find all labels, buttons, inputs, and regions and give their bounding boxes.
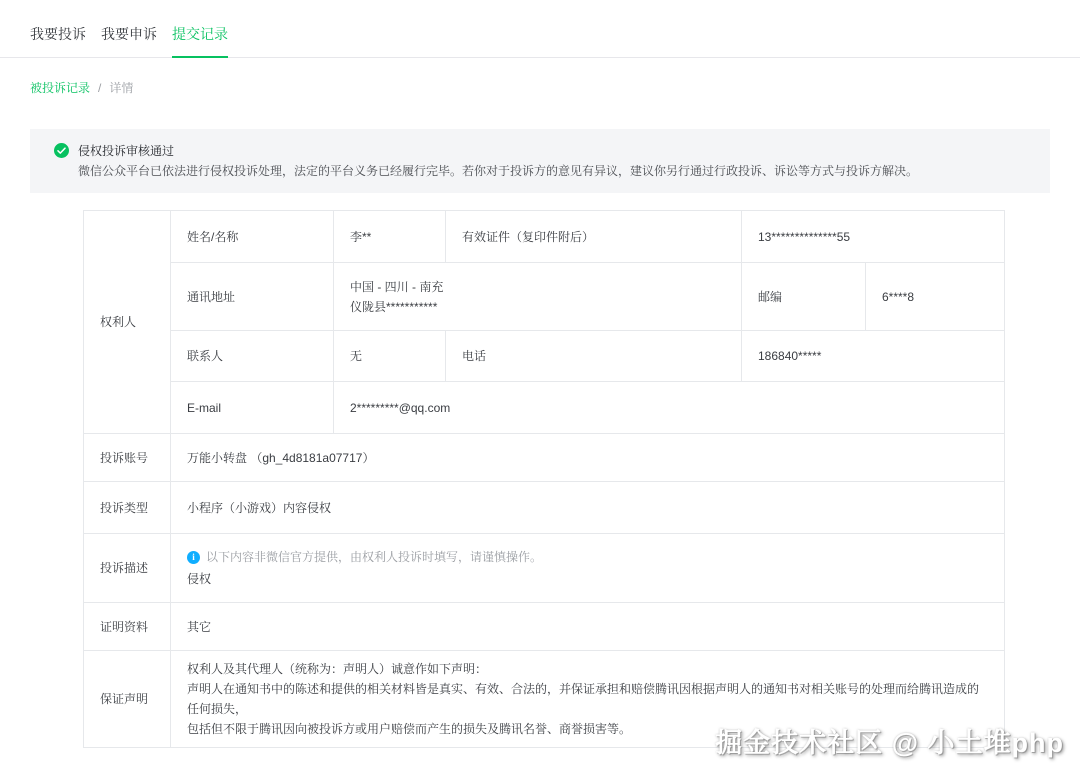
table-row-complaint-description [84,534,1005,603]
table-row-complaint-type [84,482,1005,534]
cell-guarantee-value [171,651,1005,748]
cell-rights-holder-group: 权利人 [84,211,171,434]
complaint-detail-table [83,210,1005,748]
cell-complaint-type-label: 投诉类型 [84,482,171,534]
notice-title: 侵权投诉审核通过 [78,144,175,158]
notice-description: 微信公众平台已依法进行侵权投诉处理，法定的平台义务已经履行完毕。若你对于投诉方的意见有异议，建议你另行通过行政投诉、诉讼等方式与投诉方解决。 [78,164,919,178]
site-watermark: 掘金技术社区 @ 小土堆php [715,728,1064,758]
cell-phone-value: 186840***** [742,331,1005,382]
guarantee-line-3: 包括但不限于腾讯因向被投诉方或用户赔偿而产生的损失及腾讯名誉、商誉损害等。 [187,722,632,736]
tab-i-want-to-complain[interactable]: 我要投诉 [30,26,86,42]
cell-complaint-type-value: 小程序（小游戏）内容侵权 [171,482,1005,534]
tab-bar [0,20,1080,58]
cell-email-label: E-mail [171,382,334,434]
cell-proof-material-label: 证明资料 [84,603,171,651]
cell-postcode-label: 邮编 [742,263,866,331]
cell-guarantee-label: 保证声明 [84,651,171,748]
table-row-complaint-account [84,434,1005,482]
description-disclaimer-line [187,547,988,567]
cell-contact-label: 联系人 [171,331,334,382]
breadcrumb-current-detail: 详情 [109,81,134,95]
review-result-notice [30,129,1050,193]
cell-complaint-account-value: 万能小转盘 （gh_4d8181a07717） [171,434,1005,482]
cell-postcode-value: 6****8 [866,263,1005,331]
cell-cert-label: 有效证件（复印件附后） [446,211,742,263]
cell-name-value: 李** [334,211,446,263]
tab-submission-records[interactable]: 提交记录 [172,20,228,58]
cell-complaint-description-value [171,534,1005,603]
cell-phone-label: 电话 [446,331,742,382]
cell-complaint-description-label: 投诉描述 [84,534,171,603]
notice-text-block [78,142,918,180]
cell-contact-value: 无 [334,331,446,382]
cell-cert-value: 13**************55 [742,211,1005,263]
cell-proof-material-value: 其它 [171,603,1005,651]
cell-name-label: 姓名/名称 [171,211,334,263]
address-line-2: 仪陇县*********** [350,299,438,314]
guarantee-line-1: 权利人及其代理人（统称为：声明人）诚意作如下声明： [187,662,488,676]
tab-i-want-to-appeal[interactable]: 我要申诉 [101,26,157,42]
table-row-address [84,263,1005,331]
table-row-name [84,211,1005,263]
address-line-1: 中国 - 四川 - 南充 [350,279,444,294]
cell-email-value: 2*********@qq.com [334,382,1005,434]
table-row-proof-material [84,603,1005,651]
check-circle-icon [54,143,69,158]
info-icon: i [187,551,200,564]
breadcrumb [30,81,1050,96]
cell-complaint-account-label: 投诉账号 [84,434,171,482]
table-row-contact [84,331,1005,382]
breadcrumb-separator: / [98,81,102,95]
table-row-guarantee-statement [84,651,1005,748]
cell-address-label: 通讯地址 [171,263,334,331]
cell-address-value [334,263,742,331]
description-disclaimer-text: 以下内容非微信官方提供，由权利人投诉时填写，请谨慎操作。 [206,550,543,564]
guarantee-line-2: 声明人在通知书中的陈述和提供的相关材料皆是真实、有效、合法的，并保证承担和赔偿腾讯因根据声明人的通知书对相关账号的处理而给腾讯造成的任何损失， [187,682,980,716]
description-value-text: 侵权 [187,572,212,586]
breadcrumb-complained-records-link[interactable]: 被投诉记录 [30,81,91,95]
table-row-email [84,382,1005,434]
